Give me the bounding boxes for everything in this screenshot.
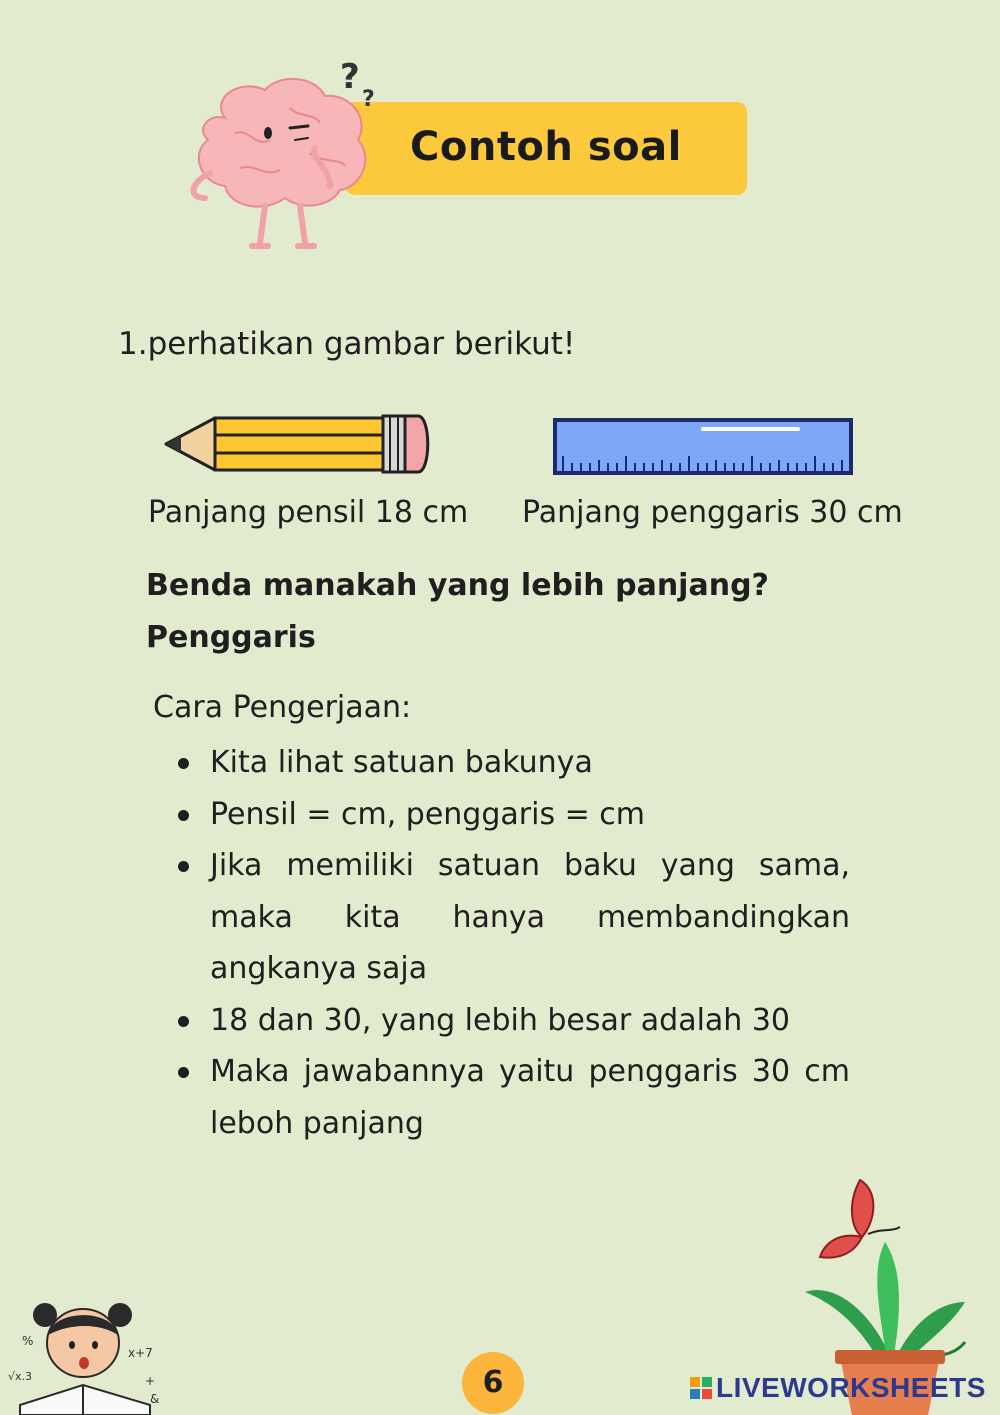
svg-text:√x.3: √x.3 <box>8 1370 33 1383</box>
list-item: Kita lihat satuan bakunya <box>175 737 850 789</box>
svg-text:%: % <box>22 1334 34 1348</box>
answer-text: Penggaris <box>146 620 316 655</box>
confused-brain-icon <box>180 58 380 253</box>
list-item: 18 dan 30, yang lebih besar adalah 30 <box>175 995 850 1047</box>
list-item: Pensil = cm, penggaris = cm <box>175 789 850 841</box>
svg-text:&: & <box>150 1392 160 1406</box>
ruler-caption: Panjang penggaris 30 cm <box>522 495 903 530</box>
list-item: Jika memiliki satuan baku yang sama, maka kita hanya membandingkan angkanya saja <box>175 840 850 995</box>
page-title: Contoh soal <box>410 124 682 170</box>
svg-text:x+7: x+7 <box>128 1346 153 1360</box>
page-number: 6 <box>462 1352 524 1414</box>
svg-text:?: ? <box>362 87 375 112</box>
girl-studying-icon <box>0 1285 172 1415</box>
pencil-caption: Panjang pensil 18 cm <box>148 495 469 530</box>
list-item: Maka jawabannya yaitu penggaris 30 cm leboh panjang <box>175 1046 850 1149</box>
ruler-icon <box>553 418 853 475</box>
question-text: 1.perhatikan gambar berikut! <box>118 326 576 362</box>
svg-text:?: ? <box>340 58 360 97</box>
method-title: Cara Pengerjaan: <box>153 690 412 725</box>
svg-text:+: + <box>145 1374 156 1388</box>
method-steps <box>175 737 850 1149</box>
brand-logo <box>690 1372 986 1404</box>
pencil-icon <box>163 410 431 478</box>
prompt-question: Benda manakah yang lebih panjang? <box>146 568 769 603</box>
brand-text: LIVEWORKSHEETS <box>716 1372 986 1403</box>
liveworksheets-logo-icon <box>690 1377 712 1399</box>
